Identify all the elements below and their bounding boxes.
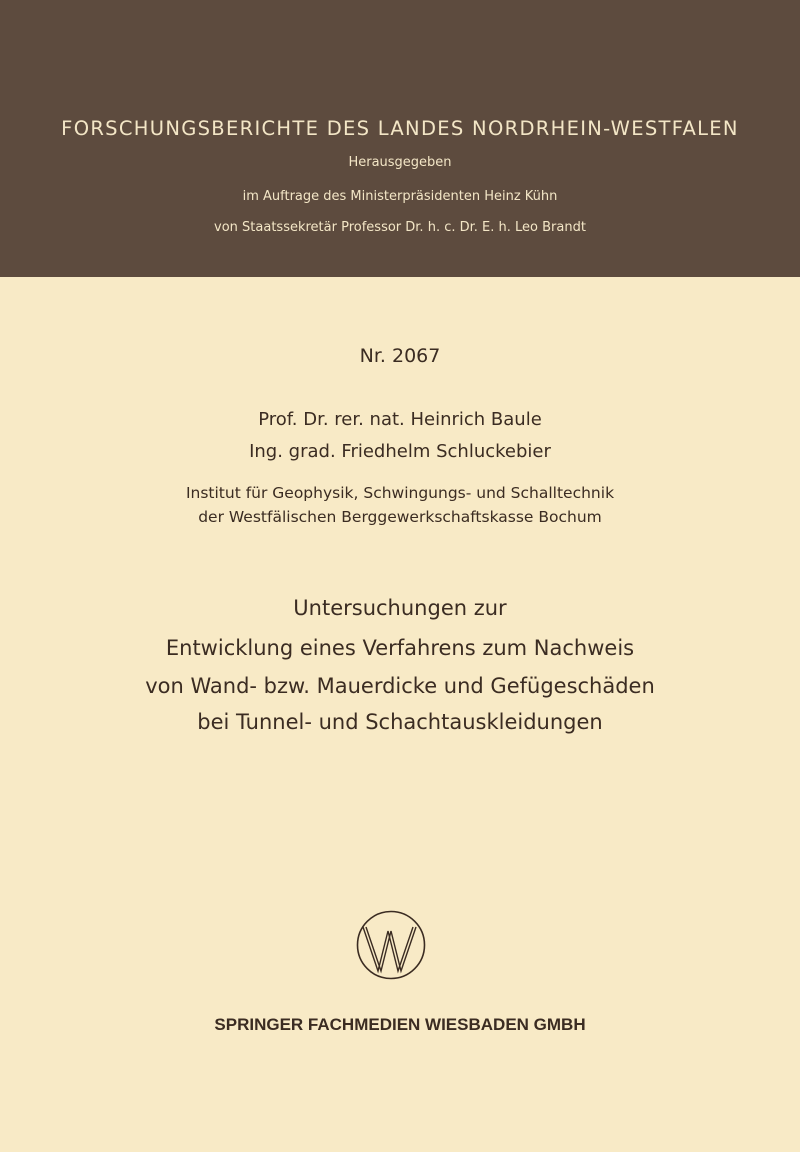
header-band <box>0 0 800 277</box>
author-2: Ing. grad. Friedhelm Schluckebier <box>249 441 551 462</box>
title-line-3: von Wand- bzw. Mauerdicke und Gefügeschäden <box>145 674 655 698</box>
title-line-2: Entwicklung eines Verfahrens zum Nachweis <box>165 636 635 660</box>
publisher: SPRINGER FACHMEDIEN WIESBADEN GMBH <box>214 1015 586 1034</box>
title-line-4: bei Tunnel- und Schachtauskleidungen <box>197 710 603 734</box>
editor-line-1: Herausgegeben <box>348 155 452 170</box>
editor-line-2: im Auftrage des Ministerpräsidenten Heinz Kühn <box>242 189 558 204</box>
report-number: Nr. 2067 <box>359 345 441 367</box>
series-title: FORSCHUNGSBERICHTE DES LANDES NORDRHEIN-WESTFALEN <box>61 117 739 140</box>
author-1: Prof. Dr. rer. nat. Heinrich Baule <box>258 409 542 430</box>
institute-line-1: Institut für Geophysik, Schwingungs- und Schalltechnik <box>185 484 615 502</box>
title-line-1: Untersuchungen zur <box>293 596 507 620</box>
westdeutscher-verlag-logo-icon <box>355 909 427 981</box>
editor-line-3: von Staatssekretär Professor Dr. h. c. Dr. E. h. Leo Brandt <box>214 220 586 235</box>
institute-line-2: der Westfälischen Berggewerkschaftskasse Bochum <box>198 508 602 526</box>
